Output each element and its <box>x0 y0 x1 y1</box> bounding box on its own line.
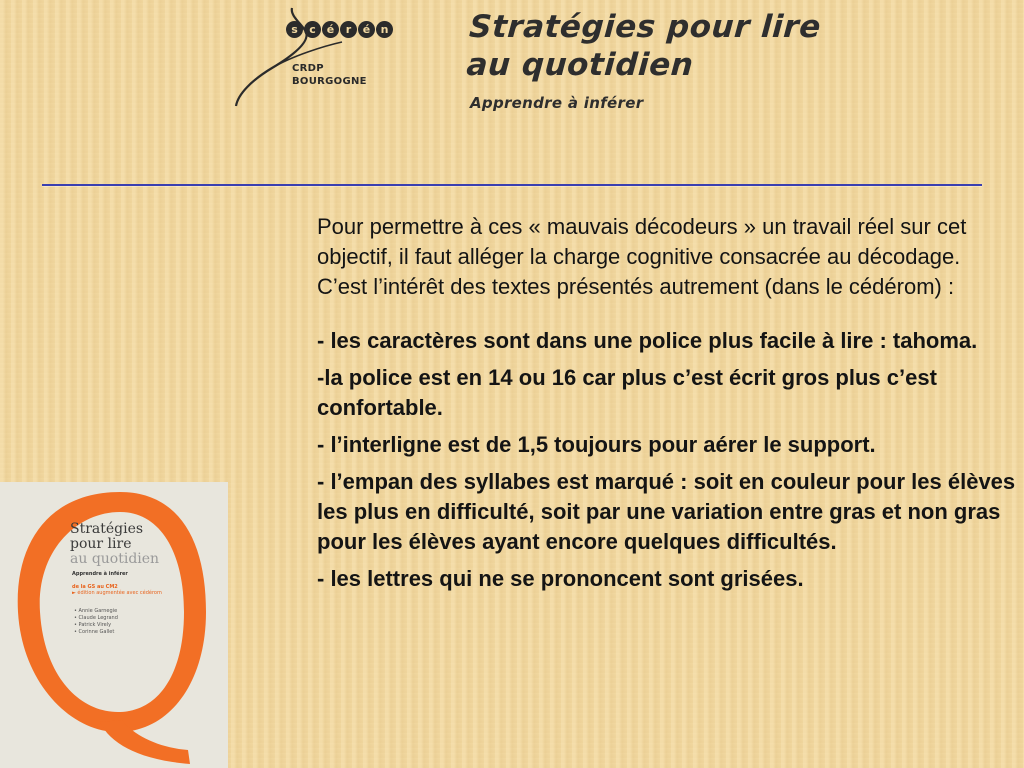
logo-letter: r <box>340 21 357 38</box>
intro-paragraph: Pour permettre à ces « mauvais décodeurs » un travail réel sur cet objectif, il faut alléger la charge cognitive consacrée au décodage. C’est l’intérêt des textes présentés autrement (dans le cédérom) : <box>317 214 967 299</box>
sceren-logo <box>286 20 394 38</box>
logo-letter: é <box>322 21 339 38</box>
logo-line-crdp: CRDP <box>292 63 324 74</box>
logo-line-bourgogne: BOURGOGNE <box>292 76 367 87</box>
cover-title <box>70 522 159 567</box>
title-line-1: Stratégies pour lire <box>468 9 823 45</box>
title-line-2: au quotidien <box>465 47 695 83</box>
logo-letter: s <box>286 21 303 38</box>
bullet-item: -la police est en 14 ou 16 car plus c’est écrit gros plus c’est confortable. <box>317 365 937 420</box>
logo-subtitle <box>292 62 367 88</box>
cover-author: • Patrick Virely <box>74 622 112 628</box>
page-subtitle: Apprendre à inférer <box>470 94 644 112</box>
bullet-item: - l’interligne est de 1,5 toujours pour aérer le support. <box>317 432 876 457</box>
cover-title-line: pour lire <box>70 536 132 552</box>
bullet-item: - les lettres qui ne se prononcent sont grisées. <box>317 566 804 591</box>
cover-title-line: au quotidien <box>70 551 160 567</box>
header-divider <box>42 184 982 186</box>
logo-letter: n <box>376 21 393 38</box>
cover-level <box>72 584 162 596</box>
page-title <box>465 8 822 84</box>
bullet-item: - l’empan des syllabes est marqué : soit en couleur pour les élèves les plus en difficulté, soit par une variation entre gras et non gras pour les élèves ayant encore quelques difficultés. <box>317 469 1016 554</box>
cover-level-text: de la GS au CM2 <box>72 584 118 590</box>
cover-author: • Annie Garnegie <box>74 608 118 614</box>
logo-letter: c <box>304 21 321 38</box>
book-cover-image <box>0 482 228 768</box>
main-content <box>317 212 1024 601</box>
cover-authors <box>74 608 118 636</box>
cover-tagline: Apprendre à inférer <box>72 571 128 577</box>
cover-author: • Corinne Gallet <box>74 629 115 635</box>
logo-letter: é <box>358 21 375 38</box>
cover-title-line: Stratégies <box>70 521 144 537</box>
cover-author: • Claude Legrand <box>74 615 118 621</box>
cover-level-note: ► édition augmentée avec cédérom <box>72 590 162 596</box>
bullet-item: - les caractères sont dans une police plus facile à lire : tahoma. <box>317 328 978 353</box>
